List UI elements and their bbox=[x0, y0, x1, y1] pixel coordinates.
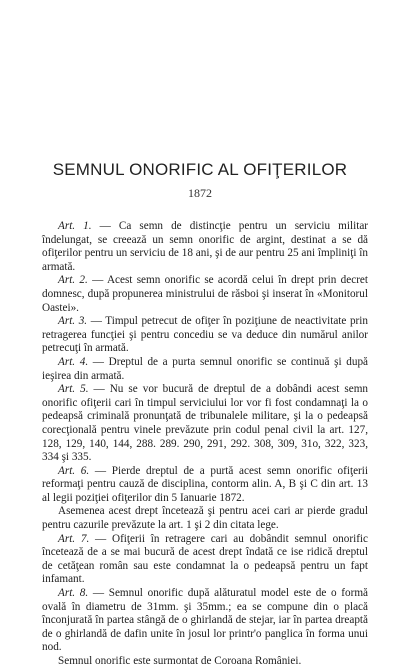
paragraph-art-3 bbox=[42, 315, 368, 356]
page-title: SEMNUL ONORIFIC AL OFIŢERILOR bbox=[52, 160, 348, 179]
article-text: — Semnul onorific după alăturatul model este de o formă ovală în diametru de 31mm. şi 35mm.; ea se compune din o placă înconjurată în partea stângă de o ghirlandă de stejar, iar în partea dreaptă de o ghirlandă de dafin unite în josul lor printr'o panglica în forma unui nod. bbox=[42, 587, 369, 654]
paragraph-art-1 bbox=[42, 220, 368, 274]
article-label: Art. 5. bbox=[58, 383, 89, 396]
article-text: — Dreptul de a purta semnul onorific se continuă şi după ieşirea din armată. bbox=[42, 355, 369, 382]
paragraph-art-5 bbox=[42, 383, 368, 465]
article-text: Semnul onorific este surmontat de Coroana României. bbox=[58, 655, 302, 667]
article-label: Art. 1. bbox=[58, 220, 92, 232]
article-label: Art. 3. bbox=[58, 315, 88, 328]
paragraph-art-7 bbox=[42, 533, 368, 587]
paragraph-art-2 bbox=[42, 274, 368, 315]
article-text: Asemenea acest drept încetează şi pentru acei cari ar pierde gradul pentru cazurile prevăzute la art. 1 şi 2 din citata lege. bbox=[42, 505, 368, 532]
page-year: 1872 bbox=[188, 186, 212, 200]
paragraph-closing bbox=[42, 655, 368, 669]
paragraph-art-6 bbox=[42, 465, 368, 506]
paragraph-art-4 bbox=[42, 356, 368, 383]
paragraph-art-6-continued bbox=[42, 505, 368, 532]
article-label: Art. 7. bbox=[58, 532, 90, 545]
article-label: Art. 2. bbox=[58, 274, 88, 287]
article-label: Art. 8. bbox=[58, 587, 89, 600]
article-text: — Timpul petrecut de ofiţer în poziţiune de neactivitate prin retragerea funcţiei şi pentru concediu se va deduce din numărul anilor petrecuţi în armată. bbox=[42, 315, 368, 355]
document-body bbox=[42, 220, 368, 669]
article-text: — Pierde dreptul de a purtă acest semn onorific ofiţerii reformaţi pentru cauză de disciplina, contorm alin. A, B şi C din art. 13 al legii poziţiei ofiţerilor din 5 Ianuarie 1872. bbox=[42, 464, 368, 504]
paragraph-art-8 bbox=[42, 587, 368, 655]
article-label: Art. 4. bbox=[58, 355, 89, 368]
article-text: — Ofiţerii în retragere cari au dobândit semnul onorific încetează de a se mai bucură de acest drept îndată ce ise ridică dreptul de cetăţean român sau este condamnat la o pedeapsă pentru un fapt infamant. bbox=[42, 532, 369, 586]
article-label: Art. 6. bbox=[58, 464, 90, 477]
article-text: — Nu se vor bucură de dreptul de a dobândi acest semn onorific ofiţerii cari în timpul serviciului lor vor fi fost condamnaţi la o pedeapsă criminală pronunţată de tribunalele militare, şi la o pedeapsă corecţională pentru vinele prevăzute prin codul penal civil la art. 127, 128, 129, 140, 144, 288. 289. 290, 291, 292. 308, 309, 31o, 322, 323, 334 şi 335. bbox=[42, 383, 368, 464]
article-text: — Acest semn onorific se acordă celui în drept prin decret domnesc, după propunerea ministrului de răsboi şi inserat în «Monitorul Oastei». bbox=[42, 274, 368, 314]
article-text: — Ca semn de distincţie pentru un serviciu militar îndelungat, se creează un semn onorific de argint, destinat a se dă ofiţerilor pentru un serviciu de 18 ani, şi de aur pentru 25 ani împliniţi în armată. bbox=[42, 220, 369, 273]
